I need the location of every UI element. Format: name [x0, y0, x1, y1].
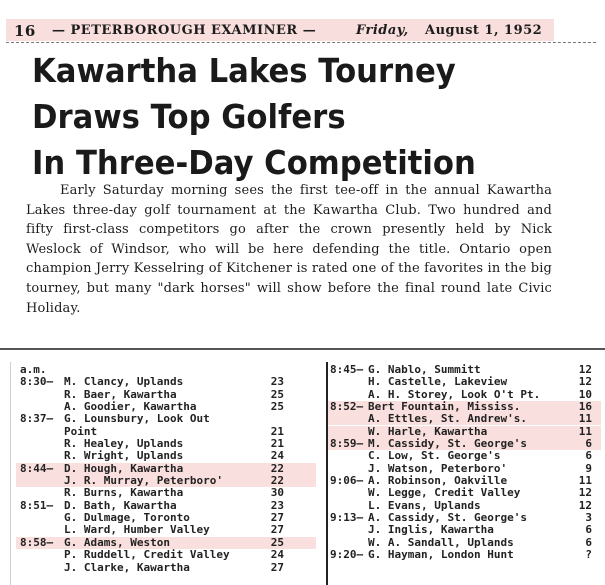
tee-time-row	[330, 487, 605, 499]
golfer-handicap: ?	[585, 548, 592, 562]
golfer-handicap: 24	[270, 548, 284, 562]
tee-time: 8:59—	[330, 437, 364, 451]
golfer-handicap: 27	[270, 523, 284, 537]
golfer-handicap: 11	[578, 424, 592, 438]
golfer-name: G. Lounsbury, Look Out	[64, 412, 210, 426]
golfer-name: J. Clarke, Kawartha	[64, 560, 190, 574]
golfer-name: L. Ward, Humber Valley	[64, 523, 210, 537]
masthead-day: Friday,	[356, 23, 409, 38]
tee-time-row	[330, 413, 605, 425]
golfer-name: M. Clancy, Uplands	[64, 375, 184, 389]
tee-time-row	[330, 549, 605, 561]
golfer-handicap: 6	[585, 535, 592, 549]
golfer-handicap: 6	[585, 523, 592, 537]
golfer-handicap: 12	[578, 498, 592, 512]
golfer-name: Bert Fountain, Mississ.	[368, 400, 521, 414]
golfer-handicap: 30	[270, 486, 284, 500]
golfer-handicap: 22	[270, 461, 284, 475]
column-rule	[326, 362, 328, 585]
golfer-name: J. R. Murray, Peterboro'	[64, 474, 223, 488]
masthead	[6, 22, 591, 40]
am-label: a.m.	[20, 363, 47, 376]
golfer-handicap: 10	[578, 387, 592, 401]
headline-line-2: Draws Top Golfers	[32, 97, 346, 136]
golfer-name: R. Wright, Uplands	[64, 449, 184, 463]
golfer-name: R. Burns, Kawartha	[64, 486, 184, 500]
golfer-handicap: 12	[578, 375, 592, 389]
tee-time-row	[20, 562, 320, 574]
tee-times-right-column	[330, 364, 605, 562]
golfer-handicap: 11	[578, 474, 592, 488]
golfer-name: G. Adams, Weston	[64, 535, 170, 549]
golfer-handicap: 9	[585, 461, 592, 475]
tee-time: 9:20—	[330, 548, 364, 562]
tee-time-row	[20, 487, 320, 499]
tee-time: 8:37—	[20, 412, 54, 426]
headline-line-3: In Three-Day Competition	[32, 143, 476, 182]
golfer-name: D. Hough, Kawartha	[64, 461, 184, 475]
tee-time: 8:45—	[330, 363, 364, 376]
tee-time-row	[20, 413, 320, 425]
golfer-name: W. Legge, Credit Valley	[368, 486, 521, 500]
golfer-handicap: 6	[585, 437, 592, 451]
golfer-name: M. Cassidy, St. George's	[368, 437, 527, 451]
tee-time: 9:13—	[330, 511, 364, 525]
tee-time: 8:58—	[20, 535, 54, 549]
golfer-handicap: 25	[270, 535, 284, 549]
golfer-name: D. Bath, Kawartha	[64, 498, 177, 512]
masthead-rule	[6, 42, 596, 43]
golfer-handicap: 12	[578, 363, 592, 376]
golfer-handicap: 21	[270, 424, 284, 438]
golfer-name: P. Ruddell, Credit Valley	[64, 548, 230, 562]
golfer-name: R. Healey, Uplands	[64, 437, 184, 451]
golfer-handicap: 6	[585, 449, 592, 463]
golfer-handicap: 22	[270, 474, 284, 488]
page-number: 16	[14, 22, 36, 40]
golfer-name: G. Hayman, London Hunt	[368, 548, 514, 562]
golfer-name: G. Dulmage, Toronto	[64, 511, 190, 525]
tee-time-row	[20, 549, 320, 561]
newspaper-name: — PETERBOROUGH EXAMINER —	[52, 23, 317, 38]
golfer-handicap: 16	[578, 400, 592, 414]
golfer-name: H. Castelle, Lakeview	[368, 375, 508, 389]
golfer-name: W. Harle, Kawartha	[368, 424, 488, 438]
left-margin-rule	[10, 362, 11, 585]
tee-time: 8:52—	[330, 400, 364, 414]
tee-time-row	[330, 376, 605, 388]
golfer-name: A. H. Storey, Look O't Pt.	[368, 387, 541, 401]
tee-time: 8:44—	[20, 461, 54, 475]
section-divider	[0, 348, 605, 350]
golfer-name: Point	[64, 424, 98, 438]
golfer-handicap: 25	[270, 387, 284, 401]
article-paragraph: Early Saturday morning sees the first tee-off in the annual Kawartha Lakes three-day golf tournament at the Kawartha Club. Two hundred and fifty first-class competitors go after the crown presently held by Nick Weslock of Windsor, who will be here defending the title. Ontario open champion Jerry Kesselring of Kitchener is rated one of the favorites in the big tourney, but many "dark horses" will show before the final round late Civic Holiday.	[26, 183, 552, 316]
golfer-handicap: 23	[270, 498, 284, 512]
golfer-handicap: 24	[270, 449, 284, 463]
golfer-name: A. Goodier, Kawartha	[64, 400, 197, 414]
tee-time-row	[330, 450, 605, 462]
tee-time-row	[20, 450, 320, 462]
article-body	[26, 181, 552, 318]
tee-time-row	[20, 376, 320, 388]
golfer-handicap: 12	[578, 486, 592, 500]
golfer-name: J. Inglis, Kawartha	[368, 523, 494, 537]
headline-line-1: Kawartha Lakes Tourney	[32, 51, 456, 90]
golfer-name: A. Ettles, St. Andrew's.	[368, 412, 527, 426]
golfer-handicap: 25	[270, 400, 284, 414]
golfer-name: J. Watson, Peterboro'	[368, 461, 508, 475]
golfer-name: R. Baer, Kawartha	[64, 387, 177, 401]
tee-time: 8:51—	[20, 498, 54, 512]
golfer-name: L. Evans, Uplands	[368, 498, 481, 512]
golfer-name: A. Robinson, Oakville	[368, 474, 508, 488]
tee-time-row	[330, 524, 605, 536]
tee-time: 8:30—	[20, 375, 54, 389]
golfer-name: A. Cassidy, St. George's	[368, 511, 527, 525]
golfer-handicap: 27	[270, 560, 284, 574]
tee-time-row	[20, 524, 320, 536]
golfer-name: G. Nablo, Summitt	[368, 363, 481, 376]
tee-time: 9:06—	[330, 474, 364, 488]
golfer-handicap: 21	[270, 437, 284, 451]
tee-times-left-column	[20, 364, 320, 574]
golfer-name: W. A. Sandall, Uplands	[368, 535, 514, 549]
golfer-handicap: 23	[270, 375, 284, 389]
golfer-handicap: 27	[270, 511, 284, 525]
golfer-handicap: 11	[578, 412, 592, 426]
golfer-name: C. Low, St. George's	[368, 449, 501, 463]
headline	[32, 48, 553, 186]
golfer-handicap: 3	[585, 511, 592, 525]
masthead-date: August 1, 1952	[425, 23, 543, 38]
